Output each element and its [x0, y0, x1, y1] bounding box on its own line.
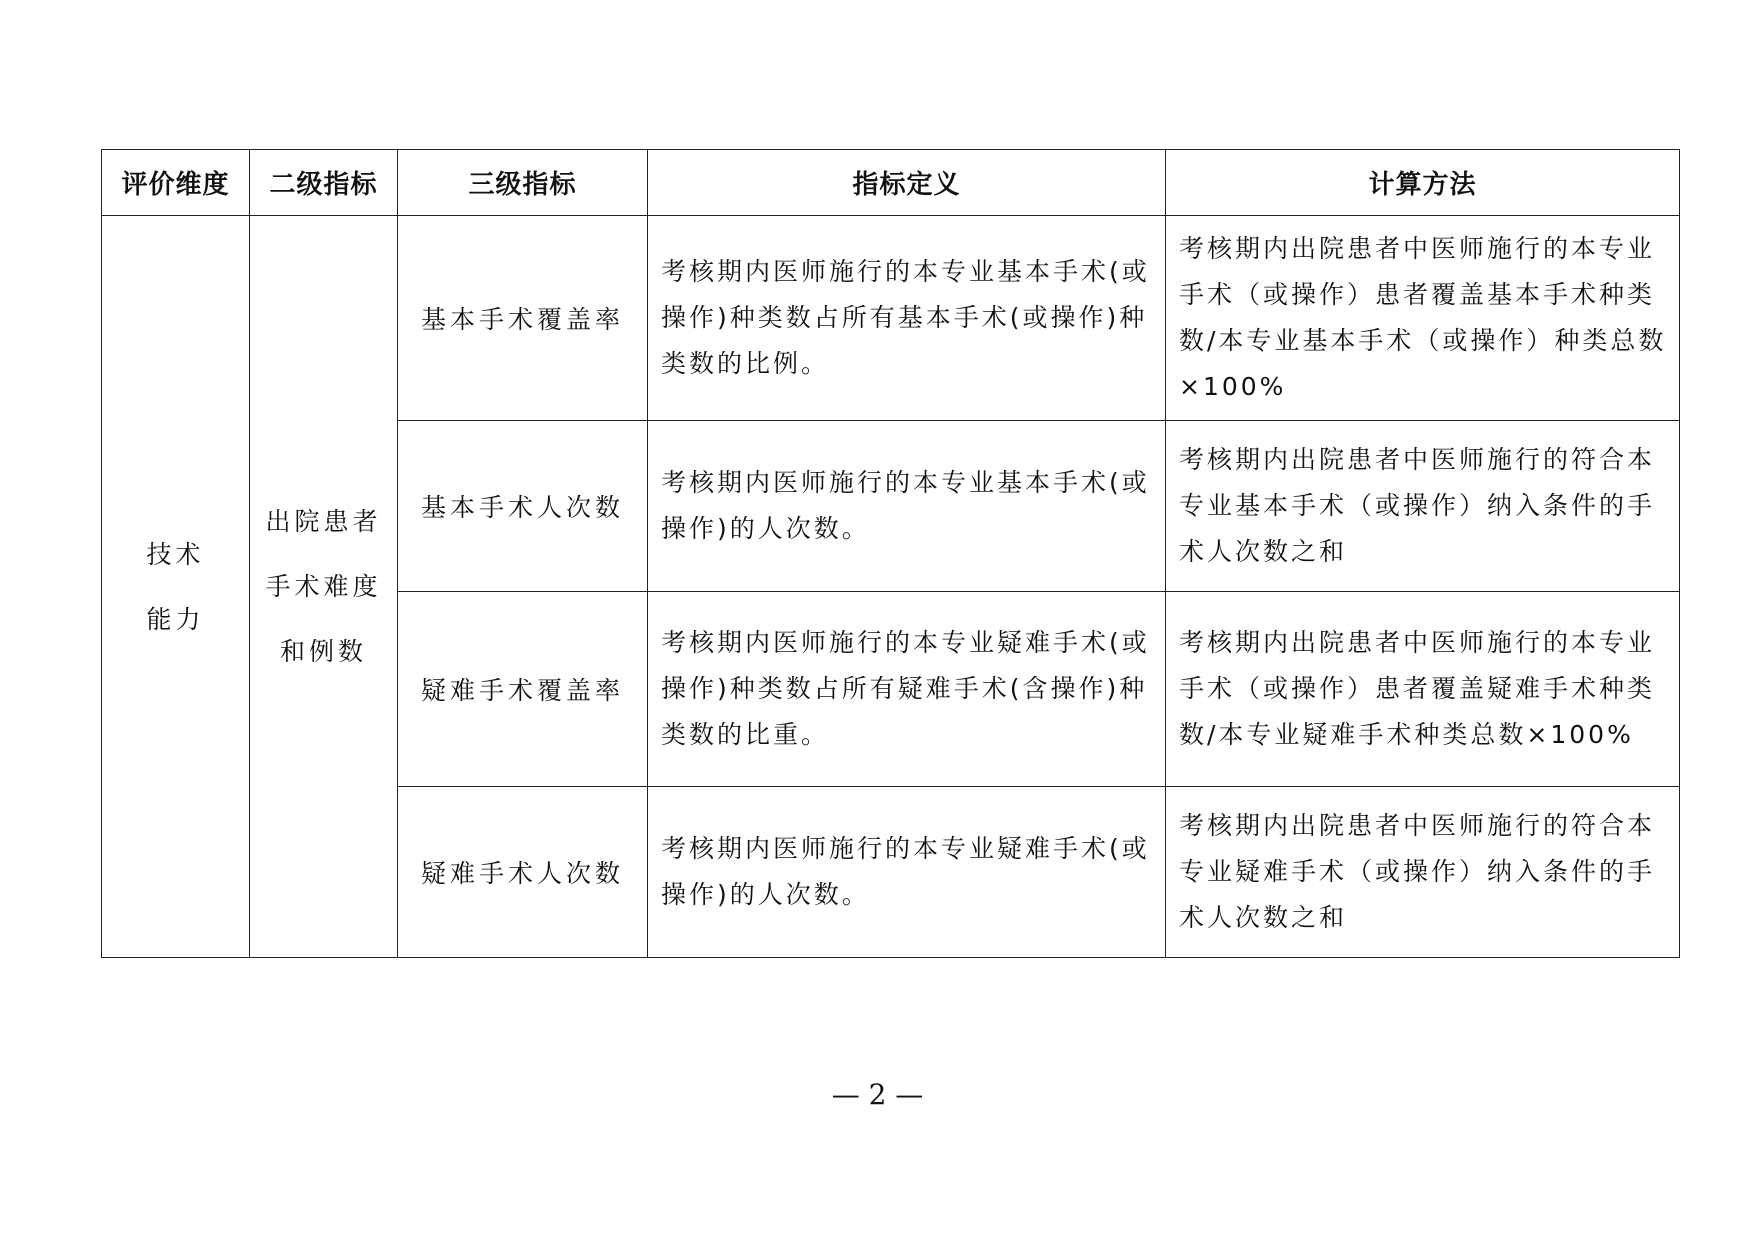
dimension-line: 能力: [146, 604, 205, 634]
calculation-cell: 考核期内出院患者中医师施行的符合本专业基本手术（或操作）纳入条件的手术人次数之和: [1166, 421, 1680, 592]
header-calculation: 计算方法: [1166, 150, 1680, 216]
level2-cell: [250, 216, 398, 958]
header-dimension: 评价维度: [102, 150, 250, 216]
indicator-table: [101, 149, 1680, 958]
level3-cell: 疑难手术覆盖率: [398, 592, 648, 787]
level2-line: 和例数: [279, 637, 367, 666]
definition-cell: 考核期内医师施行的本专业疑难手术(或操作)种类数占所有疑难手术(含操作)种类数的比重。: [648, 592, 1166, 787]
table-row: [102, 216, 1680, 421]
calculation-cell: 考核期内出院患者中医师施行的本专业手术（或操作）患者覆盖疑难手术种类数/本专业疑难手术种类总数×100%: [1166, 592, 1680, 787]
level3-cell: 基本手术人次数: [398, 421, 648, 592]
calculation-cell: 考核期内出院患者中医师施行的符合本专业疑难手术（或操作）纳入条件的手术人次数之和: [1166, 787, 1680, 958]
level2-line: 出院患者: [265, 507, 382, 536]
calculation-cell: 考核期内出院患者中医师施行的本专业手术（或操作）患者覆盖基本手术种类数/本专业基本手术（或操作）种类总数×100%: [1166, 216, 1680, 421]
page-number: — 2 —: [831, 1078, 924, 1111]
definition-cell: 考核期内医师施行的本专业基本手术(或操作)的人次数。: [648, 421, 1166, 592]
level3-cell: 疑难手术人次数: [398, 787, 648, 958]
header-definition: 指标定义: [648, 150, 1166, 216]
table-header-row: [102, 150, 1680, 216]
level2-line: 手术难度: [265, 572, 382, 601]
header-level2: 二级指标: [250, 150, 398, 216]
level3-cell: 基本手术覆盖率: [398, 216, 648, 421]
definition-cell: 考核期内医师施行的本专业疑难手术(或操作)的人次数。: [648, 787, 1166, 958]
definition-cell: 考核期内医师施行的本专业基本手术(或操作)种类数占所有基本手术(或操作)种类数的比例。: [648, 216, 1166, 421]
dimension-line: 技术: [146, 539, 205, 569]
header-level3: 三级指标: [398, 150, 648, 216]
dimension-cell: [102, 216, 250, 958]
